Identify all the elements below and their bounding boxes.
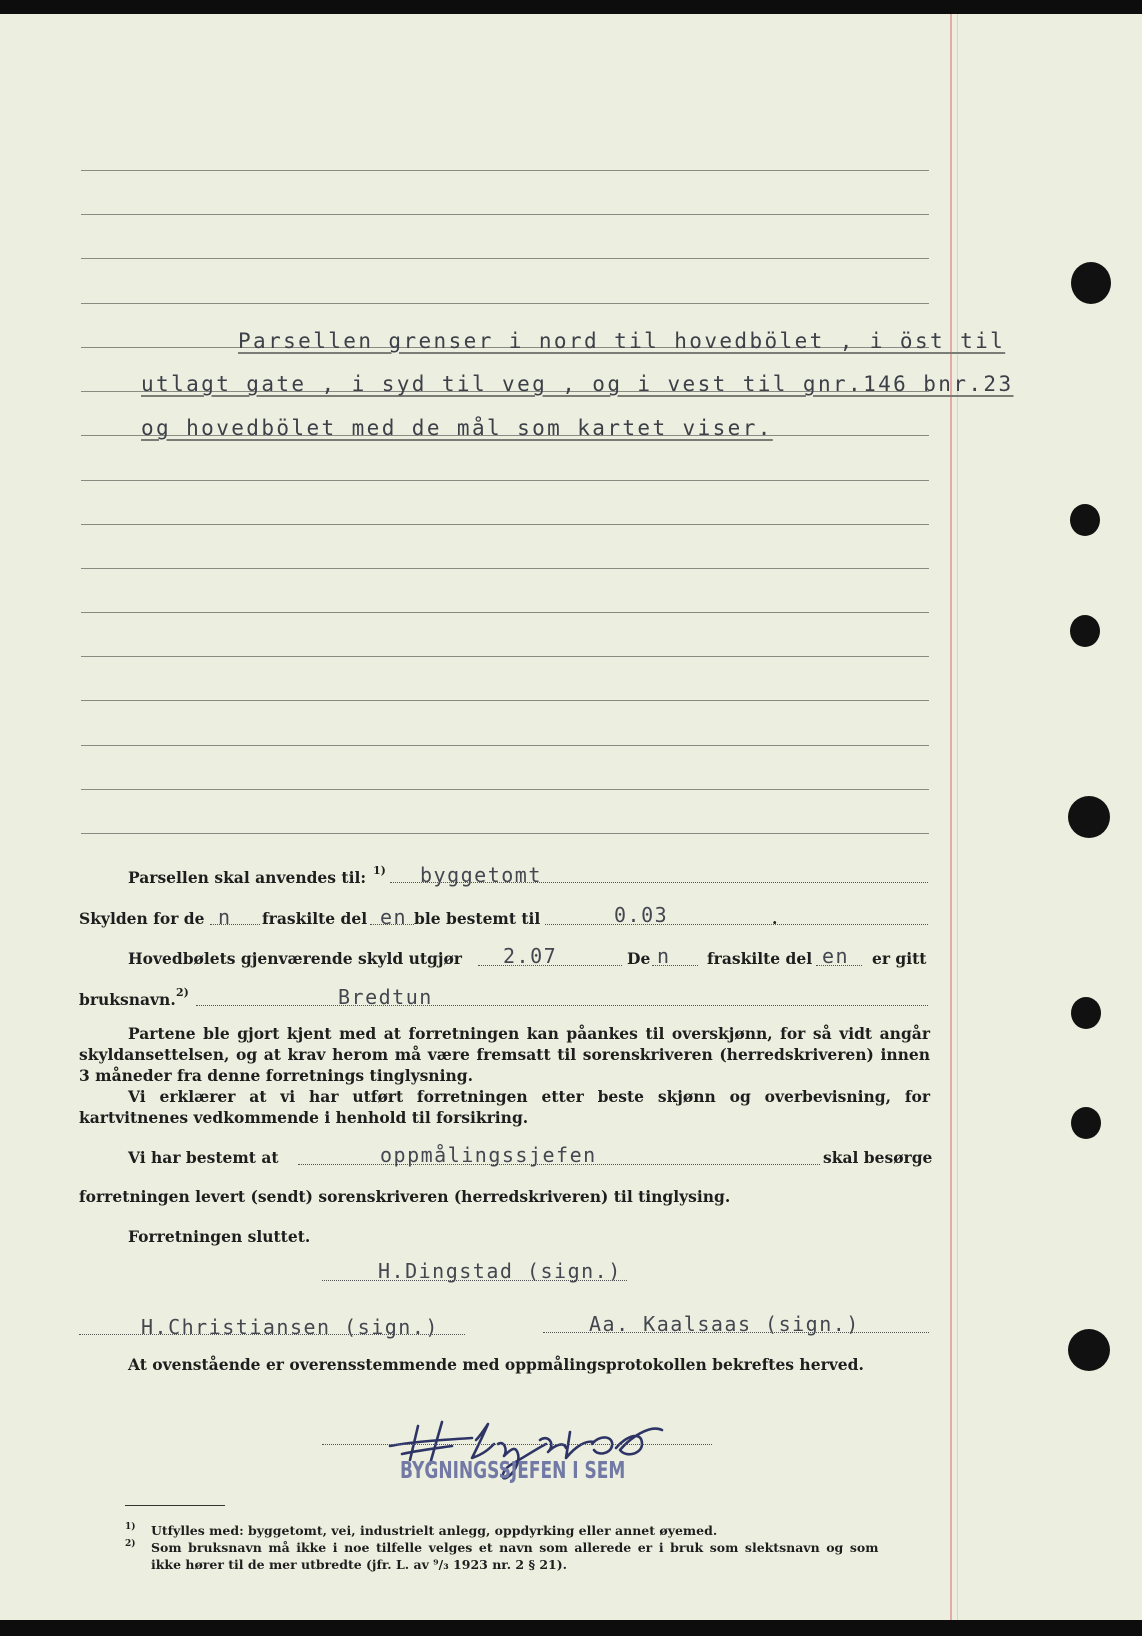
footnote-2-text-line1: Som bruksnavn må ikke i noe tilfelle velges et navn som allerede er i bruk som slektsnavn og som [151,1540,879,1555]
signature-dingstad: H.Dingstad (sign.) [378,1259,622,1283]
hovedbolet-label-b: De [627,949,651,968]
document-page [0,14,1142,1620]
hovedbolet-fill-b: n [657,944,671,968]
paragraph-partene: Partene ble gjort kjent med at forretningen kan påankes til overskjønn, for så vidt angår skyldansettelsen, og at krav herom må være fremsatt til sorenskriveren (herredskriveren) innen 3 måneder fra denne forretnings tinglysning. [79,1024,930,1085]
skylden-label-b: fraskilte del [262,909,368,928]
besorge-value: oppmålingssjefen [380,1143,597,1167]
margin-line-shadow [957,14,958,1620]
hovedbolet-label-d: er gitt [872,949,927,968]
skylden-dots-c [545,924,928,925]
ruled-line [81,612,929,613]
footnote-2-text-line2: ikke hører til de mer utbredte (jfr. L. av ⁹/₃ 1923 nr. 2 § 21). [151,1557,568,1572]
typed-description-line-3: og hovedbölet med de mål som kartet viser. [141,416,773,440]
bruksnavn-label: bruksnavn. [79,990,176,1009]
punch-hole-1 [1071,262,1111,304]
signature-kaalsaas: Aa. Kaalsaas (sign.) [589,1312,860,1336]
besorge-line-2: forretningen levert (sendt) sorenskriveren (herredskriveren) til tinglysing. [79,1187,731,1206]
skylden-fill-a: n [218,905,232,929]
bruksnavn-value: Bredtun [338,985,433,1009]
typed-description-line-2: utlagt gate , i syd til veg , og i vest til gnr.146 bnr.23 [141,372,1014,396]
ruled-line [81,170,929,171]
skylden-fill-b: en [380,905,408,929]
margin-line [950,14,952,1620]
punch-hole-4 [1068,796,1110,838]
punch-hole-5 [1071,997,1101,1029]
paragraph-vi-erklaerer: Vi erklærer at vi har utført forretningen etter beste skjønn og overbevisning, for kartvitnenes vedkommende i henhold til forsikring. [79,1087,930,1127]
ruled-line [81,524,929,525]
punch-hole-3 [1070,615,1100,647]
punch-hole-7 [1068,1329,1110,1371]
footnote-separator [125,1505,225,1506]
skylden-label-a: Skylden for de [79,909,205,928]
skylden-value: 0.03 [614,903,669,927]
bruksnavn-dots [196,1005,928,1006]
official-stamp: BYGNINGSSJEFEN I SEM [400,1458,626,1484]
ruled-line [81,214,929,215]
punch-hole-2 [1070,504,1100,536]
footnote-ref-1: 1) [373,864,386,877]
ruled-line [81,656,929,657]
besorge-label-a: Vi har bestemt at [128,1148,279,1167]
skylden-end: . [772,909,778,928]
typed-description-line-1: Parsellen grenser i nord til hovedbölet , i öst til [238,329,1006,353]
bekreftes-label: At ovenstående er overensstemmende med oppmålingsprotokollen bekreftes herved. [128,1355,864,1374]
skylden-label-c: ble bestemt til [414,909,541,928]
ruled-line [81,833,929,834]
ruled-line [81,700,929,701]
besorge-label-b: skal besørge [823,1148,933,1167]
footnote-1-num: 1) [125,1522,136,1532]
ruled-line [81,480,929,481]
ruled-line [81,258,929,259]
footnote-1-text: Utfylles med: byggetomt, vei, industrielt anlegg, oppdyrking eller annet øyemed. [151,1523,718,1538]
ruled-line [81,303,929,304]
footnote-ref-2: 2) [176,986,189,999]
hovedbolet-value: 2.07 [503,944,558,968]
ruled-line [81,745,929,746]
anvendes-label: Parsellen skal anvendes til: [128,868,367,887]
punch-hole-6 [1071,1107,1101,1139]
footnote-2-num: 2) [125,1539,136,1549]
ruled-line [81,789,929,790]
hovedbolet-label-a: Hovedbølets gjenværende skyld utgjør [128,949,462,968]
sluttet-label: Forretningen sluttet. [128,1227,311,1246]
signature-dots [322,1444,712,1445]
ruled-line [81,568,929,569]
signature-christiansen: H.Christiansen (sign.) [141,1315,439,1339]
anvendes-value: byggetomt [420,863,542,887]
hovedbolet-label-c: fraskilte del [707,949,813,968]
hovedbolet-fill-c: en [822,944,850,968]
